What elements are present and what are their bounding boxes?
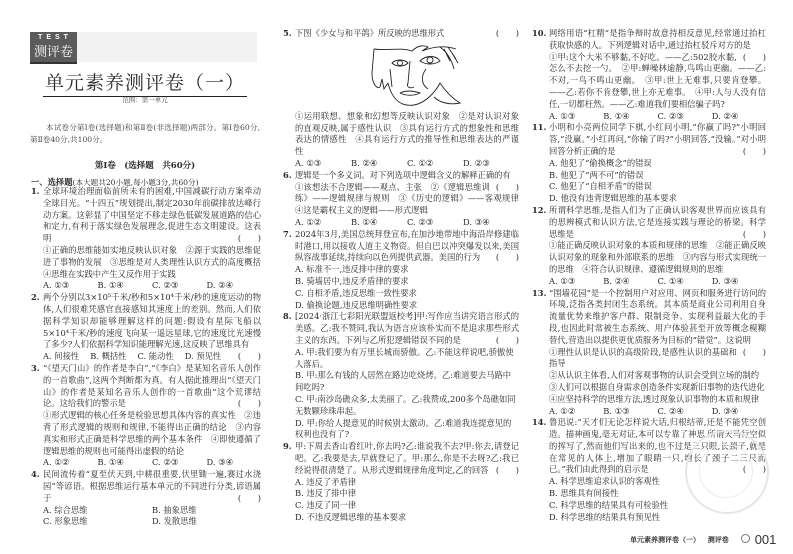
answer-options: [295, 158, 519, 170]
option-c[interactable]: C. 违反了同一律: [295, 500, 357, 511]
question-6: [283, 170, 519, 229]
statement-item: ③人们可以根据自身需求创造条件实现新旧事物的迭代进化: [549, 381, 765, 392]
option-c[interactable]: C. 自相矛盾,违反思维一致性要求: [295, 287, 417, 298]
header-band: [77, 32, 257, 62]
girl-and-dove-drawing: [370, 43, 462, 109]
option-a[interactable]: A. 间接性: [43, 351, 80, 362]
question-stem-text: 所谓科学思维,是指人们为了正确认识客观世界而应该具有的思辨模式和认识方法,它是连接实践与理论的桥梁。科学思维是: [549, 204, 766, 239]
question-number: 14.: [532, 417, 547, 428]
option-a[interactable]: A. ①②: [295, 216, 322, 227]
option-c[interactable]: C. 甲:南沙岛礁众多,太美丽了。乙:我赞成,200多个岛礁如同无数颗珍珠串起。: [295, 393, 516, 416]
question-stem-text: 小明和小亮两位同学下棋,小红问小明,“你赢了吗?”小明回答,“没赢。”小红再问,“你输了吗?”小明回答,“没输。”对小明回答分析正确的是: [549, 122, 766, 156]
question-stem-text: “《望天门山》的作者是李白”,“《李白》是某知名音乐人创作的一首歌曲”,这两个判断都为真。有人据此推理出“《望天门山》的作者是某知名音乐人创作的一首歌曲”这个荒谬结论。这给我们的警示是: [43, 362, 261, 409]
question-stem-text: 下图《少女与和平鸽》所反映的思维形式: [295, 28, 445, 38]
option-c[interactable]: C. ②③: [407, 216, 434, 227]
statement-item: ①该想法不合逻辑——观点、主张: [295, 181, 423, 192]
answer-options: [43, 457, 261, 469]
statement-item: ①理性认识是认识的高级阶段,是感性认识的基础和指导: [549, 346, 737, 369]
question-stem: [43, 186, 261, 245]
answer-bracket: ( ): [742, 228, 766, 239]
question-1: [31, 186, 261, 292]
statement-item: ④符合认识规律、遵循逻辑规则的思维: [582, 263, 724, 274]
question-2: [31, 292, 261, 363]
statement-item: ④应坚持科学的思维方法,透过现象认识事物的本质和规律: [549, 393, 760, 404]
scope-text: 范围：第一单元: [122, 96, 168, 104]
statement-item: ②甲:蝉噪林逾静,鸟鸣山更幽。——乙:不对,一鸟不鸣山更幽。: [549, 63, 766, 86]
option-d[interactable]: D. ③④: [711, 275, 739, 286]
question-5: [283, 28, 519, 170]
question-stem-text: 2024年3月,美国总统拜登宣布,在加沙地带地中海沿岸修建临时港口,用以接收人道主义物资。但自巴以冲突爆发以来,美国纵容战事延续,持续向以色列提供武器。美国的行为: [295, 228, 519, 263]
question-stem: [295, 229, 519, 264]
answer-options: [295, 264, 519, 311]
question-stem: [549, 205, 766, 240]
option-a[interactable]: A. 他犯了“偷换概念”的错误: [549, 157, 652, 168]
statement-list: [549, 240, 766, 275]
option-a[interactable]: A. ①②: [549, 405, 576, 416]
option-b[interactable]: B. 他犯了“两不可”的错误: [549, 169, 644, 180]
question-10: [532, 28, 766, 122]
footer-label: 测评卷: [707, 537, 729, 544]
answer-bracket: ( ): [237, 492, 261, 503]
statement-item: ④即使遵循了逻辑思维的规则也可能得出虚假的结论: [43, 433, 261, 456]
option-b[interactable]: B. ①④: [97, 280, 124, 291]
option-a[interactable]: A. 综合思维: [43, 504, 88, 515]
option-b[interactable]: B. ①④: [351, 216, 378, 227]
question-stem-text: 两个分别以3×10⁵千米/秒和5×10⁴千米/秒的速度运动的物体,人们很难凭感官直接感知其速度上的差别。然而,人们依据科学知识却能够理解这样的问题:假设有星际飞船以5×10⁴千米/秒的速度飞向某一遥远星球,它的速度比光速慢了多少?人们依据科学知识能理解光速,这反映了思维具有: [43, 292, 261, 350]
answer-options: [549, 406, 766, 418]
question-13: [532, 288, 766, 418]
option-c[interactable]: C. ②③: [152, 280, 179, 291]
statement-item: ①能正确反映认识对象的本质和规律的思维: [549, 240, 708, 251]
answer-bracket: ( ): [742, 51, 766, 62]
question-number: 7.: [283, 228, 292, 239]
question-number: 6.: [283, 169, 292, 180]
question-stem: [549, 287, 766, 357]
question-stem: [549, 28, 766, 62]
question-number: 8.: [283, 311, 292, 322]
option-b[interactable]: B. 违反了排中律: [295, 488, 357, 499]
option-d[interactable]: D. ③④: [206, 457, 234, 468]
footer-title: 单元素养测评卷（一）: [630, 537, 700, 544]
option-c[interactable]: C. ②④: [657, 405, 684, 416]
answer-bracket: ( ): [495, 28, 519, 38]
option-b[interactable]: B. 抽象思维: [152, 504, 197, 515]
question-8: [283, 311, 519, 441]
option-d[interactable]: D. 偷换论题,违反思维明确性要求: [295, 299, 418, 310]
question-stem: [43, 469, 261, 504]
option-b[interactable]: B. 概括性: [90, 351, 127, 362]
statement-item: ②从认识主体看,人们对客观事物的认识会受到立场的制约: [549, 370, 760, 381]
option-c[interactable]: C. 科学思维的结果具有可检验性: [549, 499, 669, 510]
question-7: [283, 229, 519, 312]
option-b[interactable]: B. ①③: [603, 405, 630, 416]
question-stem-text: “围墙花园”是一个控制用户对应用、网页和服务进行访问的环境,泛指各类封闭生态系统。其本质是商业公司利用自身流量优势来维护客户群、限制竞争、实现利益最大化的手段,也因此时常被生态系统、用户体验甚至开放等概念模糊替代,营造出以提供更优质服务为目标的“错觉”。这说明: [549, 287, 766, 345]
option-b[interactable]: B. 甲:那么有钱的人居然在路边吃烧烤。乙:难道要去马路中间吃吗?: [295, 370, 512, 393]
statement-item: ④思维在实践中产生又反作用于实践: [43, 268, 176, 279]
statement-item: ③具有运行方式的想象性和思维表达的情感性: [295, 122, 519, 145]
answer-bracket: ( ): [237, 233, 261, 244]
answer-options: [295, 347, 519, 441]
question-stem-text: 民间流传着“夏至伏天到,中耕很重要,伏里锄一遍,赛过水浇园”等谚语。根据思维运行基本单元的不同进行分类,谚语属于: [43, 469, 261, 503]
question-stem: [295, 311, 519, 346]
answer-options: [295, 217, 519, 229]
option-a[interactable]: A. 甲:我们要为有万里长城而骄傲。乙:不能这样说吧,骄傲使人落后。: [295, 346, 514, 369]
statement-item: ②是对认识对象的直观反映,属于感性认识: [295, 110, 519, 133]
page-title-text: 单元素养测评卷（一）: [43, 68, 247, 97]
answer-bracket: ( ): [742, 145, 766, 156]
option-d[interactable]: D. 不违反逻辑思维的基本要求: [295, 511, 407, 522]
question-stem: [43, 363, 261, 410]
statement-item: ②能正确反映认识对象的现象和外部联系的思维: [549, 240, 766, 263]
question-4: [31, 469, 261, 528]
option-c[interactable]: C. 能动性: [137, 351, 174, 362]
answer-bracket: ( ): [495, 334, 519, 345]
statement-item: ④具有运行方式的推导性和思维表达的严谨性: [295, 134, 519, 157]
option-a[interactable]: A. ①③: [43, 280, 70, 291]
option-d[interactable]: D. ③④: [711, 405, 739, 416]
option-d[interactable]: D. 科学思维的结果具有预见性: [549, 511, 661, 522]
option-d[interactable]: D. ②④: [711, 110, 739, 121]
answer-options: [549, 158, 766, 205]
question-3: [31, 363, 261, 469]
statement-list: [295, 182, 519, 217]
statement-item: ③内容真实和形式正确是科学思维的两个基本条件: [43, 421, 261, 444]
statement-item: ①形式逻辑的核心任务是检验思想具体内容的真实性: [43, 410, 236, 421]
statement-list: [43, 410, 261, 457]
section-heading: 第Ⅰ卷 (选择题 共60分): [94, 161, 196, 171]
statement-item: ③《历史的逻辑》——客观规律: [398, 193, 519, 204]
option-a[interactable]: A. 标准不一,违反排中律的要求: [295, 264, 409, 275]
answer-bracket: ( ): [742, 464, 766, 475]
question-number: 4.: [31, 469, 40, 480]
answer-bracket: ( ): [237, 398, 261, 409]
option-b[interactable]: B. ②④: [351, 157, 378, 168]
option-a[interactable]: A. ①③: [549, 275, 576, 286]
question-stem: [295, 441, 519, 476]
logo-top-text: TEST: [38, 34, 72, 41]
option-d[interactable]: D. 发散思维: [152, 516, 197, 527]
part-label: 一、选择题: [31, 177, 73, 187]
answer-bracket: ( ): [742, 346, 766, 357]
option-d[interactable]: D. 预见性: [184, 351, 222, 362]
answer-options: [43, 351, 232, 363]
option-d[interactable]: D. 甲:你给人提意见的时候别太激动。乙:难道我连提意见的权利也没有了?: [295, 417, 512, 440]
question-stem-text: 全球环境治理面临前所未有的困难,中国减碳行动方案牵动全球目光。“十四五”规划提出,制定2030年前碳排放达峰行动方案。这彰显了中国坚定不移走绿色低碳发展道路的信心和定力,有利于落实绿色发展理念,促进生态文明建设。这表明: [43, 186, 261, 244]
option-b[interactable]: B. 思维具有间接性: [549, 488, 619, 499]
question-stem-text: [2024·浙江七彩阳光联盟返校考]甲:写作应当讲究语言形式的美感。乙:我不赞同,我认为语言应该朴实而不是追求那些形式主义的东西。下列与乙所犯逻辑错误不同的是: [295, 311, 519, 345]
statement-item: ①运用联想、想象和幻想等反映认识对象: [295, 110, 451, 121]
statement-item: ③内容与形式实现统一的思维: [549, 252, 766, 274]
question-stem: [295, 28, 519, 40]
option-b[interactable]: B. ②④: [603, 275, 630, 286]
option-d[interactable]: D. 他没有违背逻辑思维的基本要求: [549, 193, 677, 204]
question-11: [532, 122, 766, 205]
answer-options: [43, 505, 261, 529]
answer-options: [549, 276, 766, 288]
seal-watermark: [685, 430, 769, 514]
question-stem-text: 甲:下周去香山看红叶,你去吗?乙:谁说我不去?甲:你去,请登记吧。乙:我要是去,早就登记了。甲:那么,你是不去呀?乙:我已经说得很清楚了。从形式逻辑规律角度判定,乙的回答: [295, 441, 519, 475]
option-a[interactable]: A. ①③: [295, 157, 322, 168]
intro-text: 本试卷分第Ⅰ卷(选择题)和第Ⅱ卷(非选择题)两部分。第Ⅰ卷60分,第Ⅱ卷40分,共100分。: [30, 123, 260, 144]
question-12: [532, 205, 766, 288]
logo-bottom-text: 测评卷: [33, 44, 73, 59]
option-b[interactable]: B. ①④: [603, 110, 630, 121]
option-b[interactable]: B. 骑墙居中,违反矛盾律的要求: [295, 275, 409, 286]
statement-item: ③甲:世上无难事,只要肯登攀。——乙:若你不肯登攀,世上亦无难事。: [549, 75, 766, 97]
statement-list: [549, 52, 766, 111]
answer-options: [43, 280, 261, 292]
option-d[interactable]: D. ③④: [463, 216, 490, 227]
answer-bracket: ( ): [237, 351, 261, 362]
question-stem-text: 逻辑是一个多义词。对下列选项中逻辑含义的解释正确的有: [295, 169, 511, 180]
statement-item: ②源于实践的思维促进了事物的发展: [43, 244, 261, 267]
question-number: 11.: [532, 122, 547, 133]
option-c[interactable]: C. ②③: [657, 110, 684, 121]
answer-bracket: ( ): [495, 252, 519, 263]
option-b[interactable]: B. ①④: [97, 457, 124, 468]
statement-item: ③思维是对人类理性认识方式的高度概括: [110, 256, 261, 267]
page-number: 001: [754, 532, 777, 547]
option-a[interactable]: A. 科学思维追求认识的客观性: [549, 476, 660, 487]
question-number: 5.: [283, 28, 292, 38]
option-a[interactable]: A. ①②: [43, 457, 70, 468]
answer-options: [295, 477, 519, 524]
statement-item: ④这是霸权主义的逻辑——形式逻辑: [295, 205, 428, 216]
question-stem-text: 网络用语“杠精”是指争辩时故意持相反意见,经常通过抬杠获取快感的人。下列逻辑对话中,通过抬杠驳斥对方的是: [549, 28, 766, 50]
statement-item: ②违背了形式逻辑的规则和规律,不能得出正确的结论: [43, 410, 261, 432]
option-c[interactable]: C. ②③: [152, 457, 179, 468]
question-stem: [549, 122, 766, 157]
statement-item: ①甲:这个大米不够黏,不好吃。——乙:502胶水黏,怎么不去挖一勺。: [549, 51, 737, 74]
part-note: (本大题共20小题,每小题3分,共60分): [72, 178, 199, 187]
option-c[interactable]: C. 形象思维: [43, 516, 88, 527]
statement-item: ①正确的思维能如实地反映认识对象: [43, 244, 178, 255]
column-1: [31, 186, 261, 528]
statement-list: [43, 245, 261, 280]
statement-list: [549, 347, 766, 406]
statement-list: [295, 111, 519, 158]
answer-options: [549, 111, 766, 123]
column-2: [283, 28, 519, 524]
option-c[interactable]: C. ①②: [407, 157, 434, 168]
question-number: 12.: [532, 204, 547, 215]
question-number: 2.: [31, 292, 40, 303]
question-stem-text: 鲁迅说:“天才们无论怎样说大话,归根结蒂,还是不能凭空创造。描神画鬼,毫无对证,本可以专靠了神思,所谓天马行空似的挥写了,然而他们写出来的,也不过是三只眼,长颈子,就是在常见的人体上,增加了眼睛一只,增长了颈子二三尺而已。”我们由此得到的启示是: [549, 417, 766, 475]
question-number: 13.: [532, 287, 547, 298]
question-number: 1.: [31, 186, 40, 196]
option-d[interactable]: D. ②③: [463, 157, 490, 168]
question-number: 10.: [532, 28, 547, 38]
question-number: 9.: [283, 441, 292, 452]
option-a[interactable]: A. ①③: [549, 110, 576, 121]
question-9: [283, 441, 519, 524]
statement-item: ④甲:人与人没有信任,一切都枉然。——乙:难道我们要相信骗子吗?: [549, 86, 766, 109]
page-footer: [630, 532, 776, 547]
question-number: 3.: [31, 362, 40, 373]
statement-item: ②《逻辑思维训练》——逻辑规律与规则: [295, 181, 490, 204]
option-c[interactable]: C. 他犯了“自相矛盾”的错误: [549, 181, 652, 192]
answer-bracket: ( ): [495, 181, 519, 192]
answer-bracket: ( ): [495, 464, 519, 475]
page-title: [30, 68, 260, 97]
option-a[interactable]: A. 违反了矛盾律: [295, 476, 357, 487]
option-d[interactable]: D. ②④: [206, 280, 234, 291]
option-c[interactable]: C. ①④: [657, 275, 684, 286]
test-logo: [30, 32, 77, 64]
seal-icon: [741, 534, 750, 543]
